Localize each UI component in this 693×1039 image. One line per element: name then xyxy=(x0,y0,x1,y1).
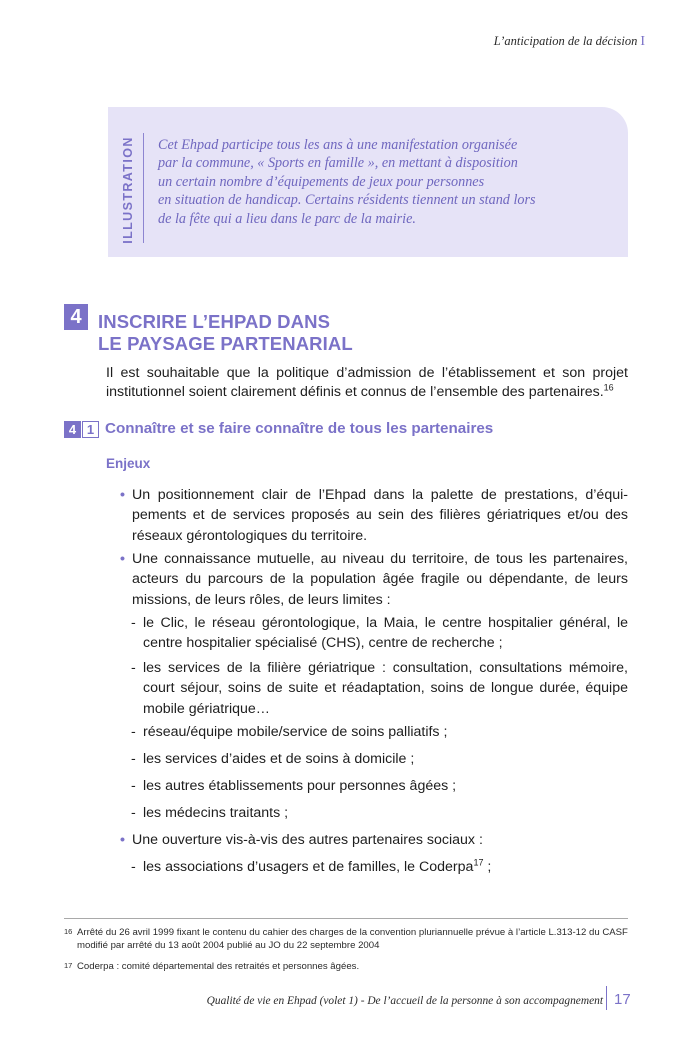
list-item-bullet xyxy=(120,485,628,546)
dash-text: le Clic, le réseau gérontologique, la Maia, le centre hospitalier général, le centre hospitalier spécialisé (CHS), centre de recherche ; xyxy=(143,615,628,652)
bullet-text: Une ouverture vis-à-vis des autres partenaires sociaux : xyxy=(132,832,483,848)
section-number-badge: 4 xyxy=(64,304,88,330)
dash-marker: - xyxy=(131,724,136,740)
list-item-dash xyxy=(131,658,628,719)
dash-text: réseau/équipe mobile/service de soins palliatifs ; xyxy=(143,724,448,740)
dash-marker: - xyxy=(131,805,136,821)
section-title-line-1: INSCRIRE L’EHPAD DANS xyxy=(98,311,331,332)
dash-marker: - xyxy=(131,778,136,794)
dash-marker: - xyxy=(131,751,136,767)
dash-text: les autres établissements pour personnes âgées ; xyxy=(143,778,457,794)
section-intro-text: Il est souhaitable que la politique d’admission de l’établissement et son projet institutionnel soient clairement définis et connus de l’ensemble des partenaires. xyxy=(106,365,628,400)
footnote-ref-16[interactable]: 16 xyxy=(603,381,614,392)
list-item-dash xyxy=(131,776,628,796)
dash-marker: - xyxy=(131,660,136,676)
bullet-text: Un positionnement clair de l’Ehpad dans la palette de prestations, d’équipements et de services proposés au sein des filières gériatriques et/ou des réseaux gérontologiques du territoire. xyxy=(132,487,628,544)
page-number: 17 xyxy=(614,991,631,1008)
bullet-icon: • xyxy=(120,551,125,567)
dash-text: les associations d’usagers et de familles, le Coderpa xyxy=(143,859,474,875)
list-item-dash xyxy=(131,857,628,877)
running-header-title: L’anticipation de la décision xyxy=(493,34,638,48)
dash-text: les services d’aides et de soins à domicile ; xyxy=(143,751,415,767)
footnote-divider xyxy=(64,918,628,919)
dash-text: les médecins traitants ; xyxy=(143,805,289,821)
subsection-number-main: 4 xyxy=(64,421,81,438)
footnote-number: 17 xyxy=(64,961,73,970)
bullet-text: Une connaissance mutuelle, au niveau du territoire, de tous les partenaires, acteurs du parcours de la population âgée fragile ou dépendante, de leurs missions, de leurs rôles, de leurs limites : xyxy=(132,551,628,608)
running-header xyxy=(494,34,645,50)
illustration-line-3: un certain nombre d’équipements de jeux pour personnes xyxy=(158,173,485,190)
footnote-number: 16 xyxy=(64,927,73,936)
list-item-bullet xyxy=(120,830,628,850)
bullet-icon: • xyxy=(120,832,125,848)
section-title xyxy=(98,311,353,355)
footnote-ref-17[interactable]: 17 xyxy=(473,857,484,868)
illustration-label-wrap xyxy=(116,133,140,253)
list-item-dash xyxy=(131,803,628,823)
illustration-line-2: par la commune, « Sports en famille », en mettant à disposition xyxy=(158,155,518,172)
list-item-dash xyxy=(131,613,628,654)
dash-text-coderpa xyxy=(131,857,628,877)
dash-marker: - xyxy=(131,615,136,631)
enjeux-heading: Enjeux xyxy=(106,456,151,471)
footer-divider xyxy=(606,986,607,1010)
footnote-text: Coderpa : comité départemental des retraités et personnes âgées. xyxy=(77,961,360,972)
illustration-line-4: en situation de handicap. Certains résidents tiennent un stand lors xyxy=(158,192,536,209)
subsection-number-sub: 1 xyxy=(82,421,99,438)
dash-marker: - xyxy=(131,859,136,875)
list-item-dash xyxy=(131,749,628,769)
bullet-icon: • xyxy=(120,487,125,503)
section-title-line-2: LE PAYSAGE PARTENARIAL xyxy=(98,333,353,354)
footnote-16 xyxy=(64,927,630,952)
list-item-dash xyxy=(131,722,628,742)
list-item-bullet xyxy=(120,549,628,610)
dash-text: les services de la filière gériatrique : consultation, consultations mémoire, court séjour, soins de suite et réadaptation, soins de longue durée, équipe mobile gériatrique… xyxy=(143,660,628,717)
illustration-box xyxy=(108,107,628,257)
footnote-17 xyxy=(64,961,630,974)
footnote-text: Arrêté du 26 avril 1999 fixant le contenu du cahier des charges de la convention pluriannuelle prévue à l’article L.313-12 du CASF modifié par arrêté du 13 août 2004 publié au JO du 22 septembre 2004 xyxy=(77,927,628,951)
illustration-divider xyxy=(143,133,144,243)
illustration-line-5: de la fête qui a lieu dans le parc de la mairie. xyxy=(158,210,416,227)
illustration-text xyxy=(158,136,594,228)
running-footer: Qualité de vie en Ehpad (volet 1) - De l’accueil de la personne à son accompagnement xyxy=(206,995,603,1007)
illustration-label: ILLUSTRATION xyxy=(121,136,135,244)
section-intro xyxy=(106,364,628,401)
illustration-line-1: Cet Ehpad participe tous les ans à une manifestation organisée xyxy=(158,137,518,153)
running-header-bar: I xyxy=(640,34,645,49)
subsection-title: Connaître et se faire connaître de tous les partenaires xyxy=(105,420,494,437)
dash-text-end: ; xyxy=(483,859,492,875)
